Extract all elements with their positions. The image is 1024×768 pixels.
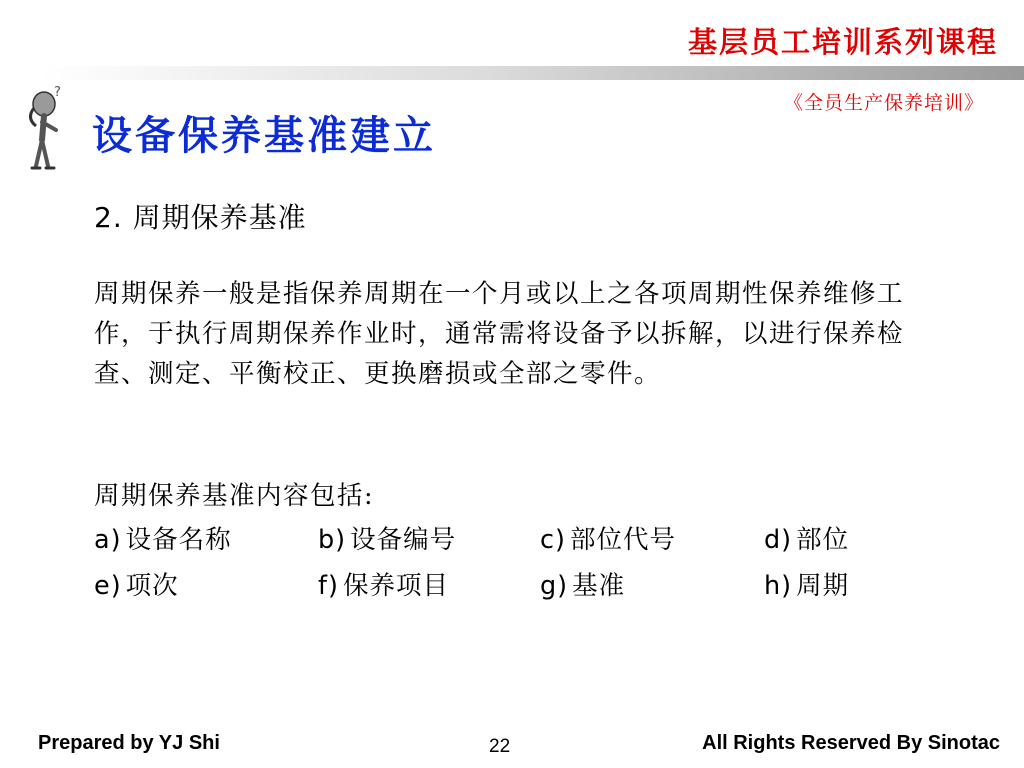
list-item: d) 部位 [764, 525, 850, 555]
thinking-figure-icon [20, 82, 78, 174]
content-items-grid [94, 520, 954, 602]
footer-author: Prepared by YJ Shi [38, 732, 220, 754]
list-item: b) 设备编号 [318, 525, 457, 555]
slide-title: 设备保养基准建立 [92, 112, 436, 159]
list-item: a) 设备名称 [94, 525, 232, 555]
section-heading-text: 周期保养基准 [132, 201, 307, 234]
slide-footer [0, 732, 1024, 760]
header-divider-bar [40, 66, 1024, 80]
list-item: h) 周期 [764, 571, 850, 601]
list-item: f) 保养项目 [318, 571, 449, 601]
body-paragraph: 周期保养一般是指保养周期在一个月或以上之各项周期性保养维修工作，于执行周期保养作业时，通常需将设备予以拆解，以进行保养检查、测定、平衡校正、更换磨损或全部之零件。 [94, 279, 905, 389]
list-item: e) 项次 [94, 571, 179, 601]
list-intro: 周期保养基准内容包括: [94, 481, 375, 511]
section-heading [94, 196, 307, 236]
page-number: 22 [489, 736, 511, 757]
section-number: 2. [94, 201, 123, 234]
series-title: 基层员工培训系列课程 [687, 25, 998, 59]
list-item: g) 基准 [540, 571, 626, 601]
svg-text:?: ? [54, 85, 61, 100]
list-item: c) 部位代号 [540, 525, 676, 555]
footer-copyright: All Rights Reserved By Sinotac [702, 732, 1000, 754]
course-subtitle: 《全员生产保养培训》 [783, 92, 984, 114]
